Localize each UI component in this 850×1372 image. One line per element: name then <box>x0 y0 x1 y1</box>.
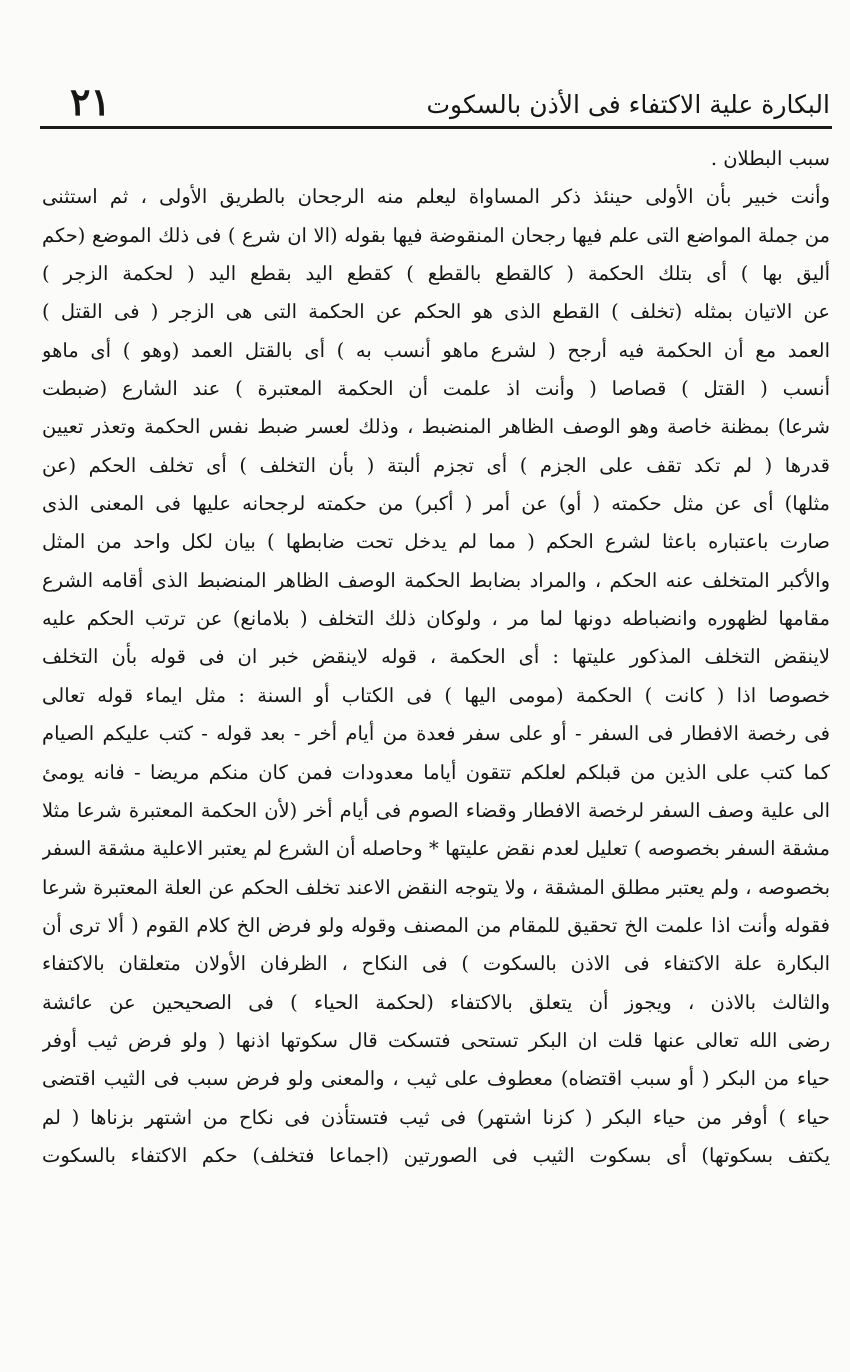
page-number: ٢١ <box>70 79 111 124</box>
text-line: والثالث بالاذن ، ويجوز أن يتعلق بالاكتفاء (لحكمة الحياء ) فى الصحيحين عن عائشة <box>42 990 830 1014</box>
text-line: أنسب ( القتل ) قصاصا ( وأنت اذ علمت أن الحكمة المعتبرة ) عند الشارع (ضبطت <box>42 377 830 401</box>
text-line: لاينقض التخلف المذكور عليتها : أى الحكمة ، قوله لاينقض خبر ان فى قوله بأن التخلف <box>42 645 830 669</box>
text-line <box>42 1252 830 1290</box>
text-line: خصوصا اذا ( كانت ) الحكمة (مومى اليها ) فى الكتاب أو السنة : مثل ايماء قوله تعالى <box>42 683 830 707</box>
header-rule <box>40 126 832 129</box>
header-title: البكارة علية الاكتفاء فى الأذن بالسكوت <box>426 90 830 119</box>
text-line: البكارة علة الاكتفاء فى الاذن بالسكوت ) فى النكاح ، الظرفان الأولان متعلقان بالاكتفاء <box>42 952 830 976</box>
text-line: فقوله وأنت اذا علمت الخ تحقيق للمقام من المصنف وقوله ولو فرض الخ كلام القوم ( ألا ترى أن <box>42 913 830 937</box>
text-line: يكتف بسكوتها) أى بسكوت الثيب فى الصورتين (اجماعا فتخلف) حكم الاكتفاء بالسكوت <box>42 1143 830 1167</box>
text-line: من جملة المواضع التى علم فيها رجحان المنقوضة فيها بقوله (الا ان شرع ) فى ذلك الموضع (حكم <box>42 223 830 247</box>
body-text <box>42 140 830 1367</box>
text-line: عن الاتيان بمثله (تخلف ) القطع الذى هو الحكم عن الحكمة التى هى الزجر ( فى القتل ) <box>42 300 830 324</box>
text-line: وأنت خبير بأن الأولى حينئذ ذكر المساواة ليعلم منه الرجحان بالطريق الأولى ، ثم استثنى <box>42 185 830 209</box>
text-line: كما كتب على الذين من قبلكم لعلكم تتقون أياما معدودات فمن كان منكم مريضا - فانه يومئ <box>42 760 830 784</box>
text-line: شرعا) بمظنة خاصة وهو الوصف الظاهر المنضبط ، وذلك لعسر ضبط نفس الحكمة وتعذر تعيين <box>42 415 830 439</box>
text-line: حياء من البكر ( أو سبب اقتضاه) معطوف على ثيب ، والمعنى ولو فرض سبب فى الثيب اقتضى <box>42 1067 830 1091</box>
text-line: حياء ) أوفر من حياء البكر ( كزنا اشتهر) فى ثيب فتستأذن فى نكاح من اشتهر بزناها ( لم <box>42 1105 830 1129</box>
text-line <box>42 1290 830 1328</box>
text-line: مثلها) أى عن مثل حكمته ( أو) عن أمر ( أكبر) من حكمته لرجحانه عليها فى المعنى الذى <box>42 492 830 516</box>
text-line: العمد مع أن الحكمة فيه أرجح ( لشرع ماهو أنسب به ) أى بالقتل العمد (وهو ) أى ماهو <box>42 338 830 362</box>
running-header <box>40 62 830 126</box>
text-line <box>42 1175 830 1213</box>
text-line: مقامها لظهوره وانضباطه دونها لما مر ، ولوكان ذلك التخلف ( بلامانع) عن ترتب الحكم عليه <box>42 607 830 631</box>
text-line: فى رخصة الافطار فى السفر - أو على سفر فعدة من أيام أخر - بعد قوله - كتب عليكم الصيام <box>42 722 830 746</box>
text-line: رضى الله تعالى عنها قلت ان البكر تستحى فتسكت قال سكوتها اذنها ( ولو فرض ثيب أوفر <box>42 1028 830 1052</box>
text-line: الى علية وصف السفر لرخصة الافطار وقضاء الصوم فى أيام أخر (لأن الحكمة المعتبرة شرعا مثلا <box>42 798 830 822</box>
text-line: صارت باعتباره باعثا لشرع الحكم ( مما لم يدخل تحت ضابطها ) بيان لكل واحد من المثل <box>42 530 830 554</box>
text-line: أليق بها ) أى بتلك الحكمة ( كالقطع بالقطع ) كقطع اليد بقطع اليد ( لحكمة الزجر ) <box>42 262 830 286</box>
text-line: قدرها ( لم تكد تقف على الجزم ) أى تجزم ألبتة ( بأن التخلف ) أى تخلف الحكم (عن <box>42 453 830 477</box>
text-line: سبب البطلان . <box>710 147 830 170</box>
text-line: مشقة السفر بخصوصه ) تعليل لعدم نقض عليتها * وحاصله أن الشرع لم يعتبر الاعلية مشقة السفر <box>42 837 830 861</box>
text-line <box>42 1329 830 1367</box>
text-line: بخصوصه ، ولم يعتبر مطلق المشقة ، ولا يتوجه النقض الاعند تخلف الحكم عن العلة المعتبرة شرعا <box>42 875 830 899</box>
text-line <box>42 1214 830 1252</box>
text-line: والأكبر المتخلف عنه الحكم ، والمراد بضابط الحكمة الوصف الظاهر المنضبط الذى أقامه الشرع <box>42 568 830 592</box>
